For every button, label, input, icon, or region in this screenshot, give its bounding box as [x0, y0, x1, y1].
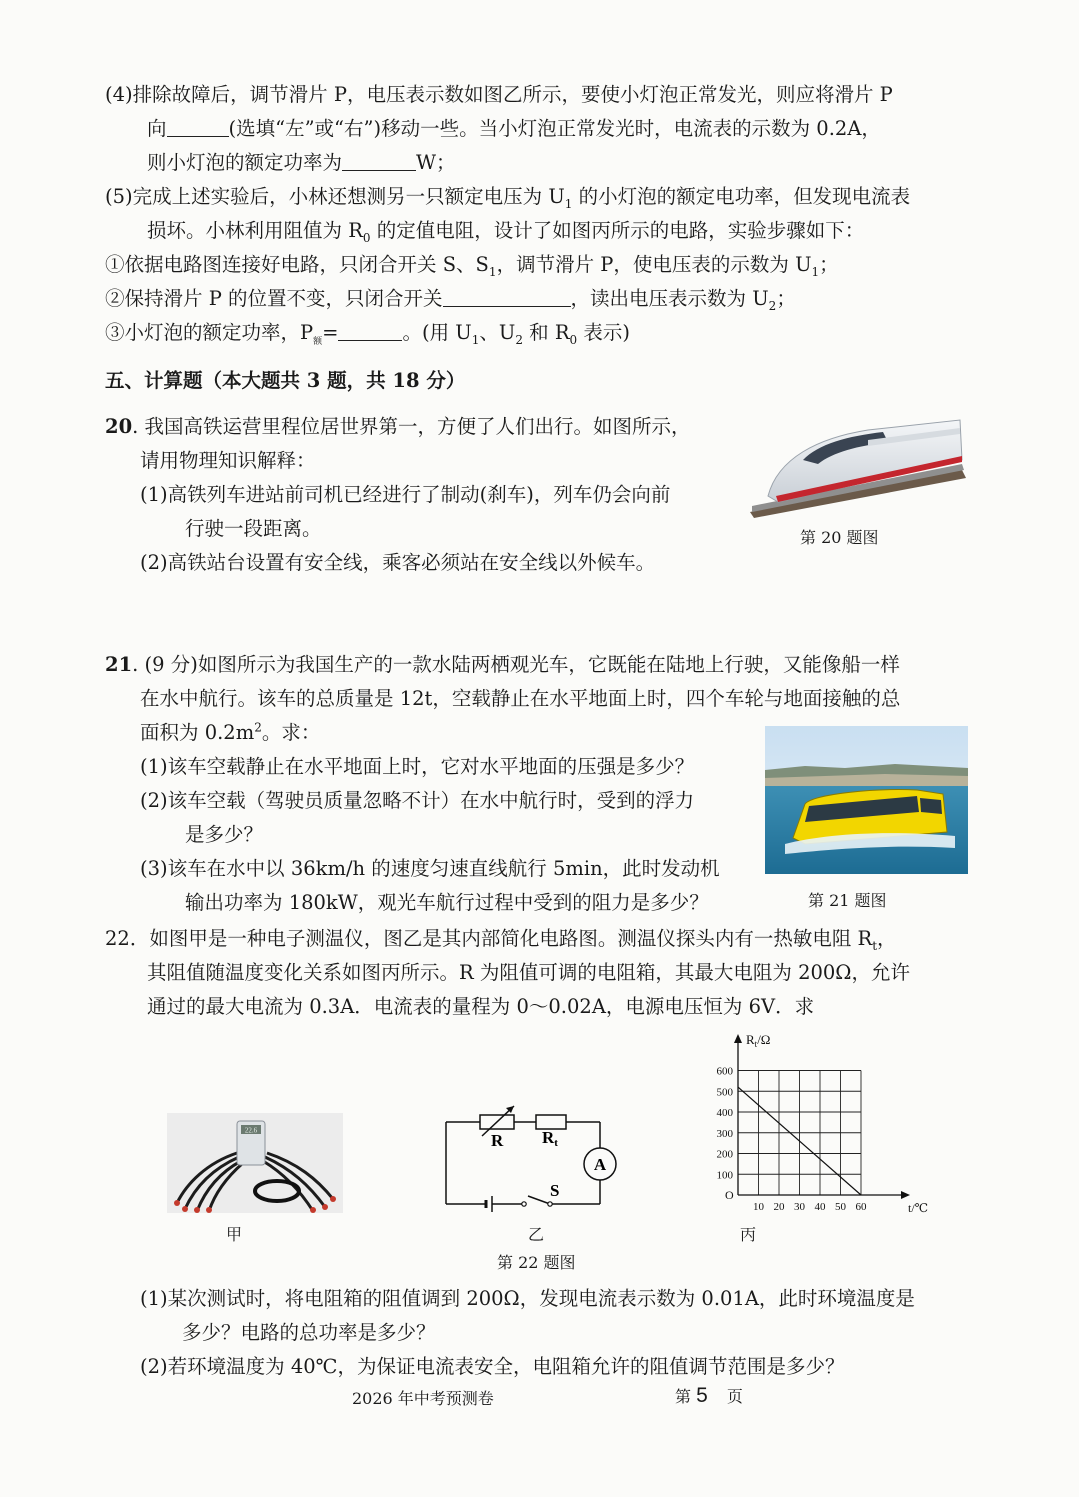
footer-page-number — [675, 1384, 743, 1408]
q20-text: . 我国高铁运营里程位居世界第一，方便了人们出行。如图所示， — [132, 415, 691, 438]
y-axis-label — [746, 1032, 770, 1049]
subscript: 2 — [768, 298, 777, 313]
x-tick-label: 10 — [753, 1201, 764, 1213]
subscript: 2 — [515, 332, 523, 347]
q19-step3 — [105, 320, 630, 346]
step3-text-a: ③小灯泡的额定功率，P — [105, 321, 314, 344]
thermometer-device-image — [167, 1113, 343, 1213]
y-axis-label-sub: t — [754, 1039, 758, 1049]
answer-blank[interactable] — [338, 320, 402, 341]
q19-part4-text-c: 则小灯泡的额定功率为 — [147, 151, 343, 174]
x-tick-label: 30 — [794, 1201, 805, 1213]
q21-line3 — [140, 720, 320, 746]
question-number: 21 — [105, 653, 133, 676]
q20-line4: 行驶一段距离。 — [185, 517, 322, 540]
figure-caption-20: 第 20 题图 — [800, 528, 879, 547]
label-ammeter: A — [593, 1155, 607, 1174]
q19-part4-line2 — [147, 116, 881, 142]
y-tick-label: 200 — [716, 1148, 733, 1161]
subscript: t — [872, 938, 878, 953]
figure-label-jia: 甲 — [226, 1225, 243, 1244]
q20-line1 — [105, 414, 691, 440]
q19-part4-line1: (4)排除故障后，调节滑片 P，电压表示数如图乙所示，要使小灯泡正常发光，则应将滑片 P — [105, 83, 893, 106]
x-tick-label: 40 — [814, 1201, 826, 1213]
q21-text-a: 面积为 0.2m — [140, 721, 255, 744]
q21-line1 — [105, 652, 900, 678]
figure-label-yi: 乙 — [528, 1225, 545, 1244]
label-rt-sub: t — [554, 1137, 558, 1149]
footer-exam-title: 2026 年中考预测卷 — [352, 1389, 494, 1408]
q22-part1-line1: (1)某次测试时，将电阻箱的阻值调到 200Ω，发现电流表示数为 0.01A，此时环境温度是 — [140, 1287, 915, 1310]
x-tick-label: 50 — [835, 1201, 846, 1213]
step3-text-c: 。(用 U — [402, 321, 472, 344]
subscript: 额 — [313, 336, 323, 347]
subscript: 1 — [811, 264, 820, 279]
step1-text-c: ； — [819, 253, 839, 276]
subscript: 1 — [471, 332, 480, 347]
q22-line2: 其阻值随温度变化关系如图丙所示。R 为阻值可调的电阻箱，其最大电阻为 200Ω，允许 — [147, 961, 910, 984]
label-rt — [542, 1128, 558, 1149]
page-prefix: 第 — [675, 1387, 692, 1406]
q19-part4-text-a: 向 — [147, 117, 167, 140]
q19-part4-text-b: (选填“左”或“右”)移动一些。当小灯泡正常发光时，电流表的示数为 0.2A， — [228, 117, 881, 140]
q21-line7: (3)该车在水中以 36km/h 的速度匀速直线航行 5min，此时发动机 — [140, 857, 720, 880]
y-tick-label: 600 — [716, 1065, 733, 1078]
step3-text-d: 、U — [479, 321, 516, 344]
answer-blank[interactable] — [443, 286, 571, 307]
answer-blank[interactable] — [342, 150, 416, 171]
origin-label: O — [725, 1188, 734, 1202]
circuit-diagram — [440, 1100, 625, 1215]
x-tick-label: 60 — [855, 1201, 867, 1213]
q21-text-b: 。求： — [261, 721, 321, 744]
y-axis-label-main: R — [746, 1032, 755, 1047]
q19-step2 — [105, 286, 796, 312]
rt-temperature-chart — [700, 1030, 940, 1220]
switch-s — [528, 1196, 550, 1204]
x-axis-arrow — [901, 1191, 910, 1199]
step3-text-b: = — [322, 321, 339, 344]
q22-part2: (2)若环境温度为 40℃，为保证电流表安全，电阻箱允许的阻值调节范围是多少？ — [140, 1355, 845, 1378]
y-axis-arrow — [734, 1034, 742, 1043]
train-image — [748, 408, 968, 518]
q20-line2: 请用物理知识解释： — [140, 449, 316, 472]
y-tick-label: 100 — [716, 1169, 733, 1182]
q22-line3: 通过的最大电流为 0.3A．电流表的量程为 0～0.02A，电源电压恒为 6V．求 — [147, 995, 815, 1018]
page-number: 5 — [696, 1384, 708, 1407]
q20-line3: (1)高铁列车进站前司机已经进行了制动(刹车)，列车仍会向前 — [140, 483, 671, 506]
question-number: 20 — [105, 415, 133, 438]
q19-step1 — [105, 252, 839, 278]
q19-part5-text-a: (5)完成上述实验后，小林还想测另一只额定电压为 U — [105, 185, 565, 208]
q19-part5-text-c: 损坏。小林利用阻值为 R — [147, 219, 363, 242]
q21-line8: 输出功率为 180kW，观光车航行过程中受到的阻力是多少？ — [185, 891, 709, 914]
step3-text-f: 表示) — [577, 321, 630, 344]
amphibious-bus-image — [765, 726, 968, 874]
q19-part4-text-d: W； — [416, 151, 456, 174]
q21-line5: (2)该车空载（驾驶员质量忽略不计）在水中航行时，受到的浮力 — [140, 789, 695, 812]
q22-part1-line2: 多少？电路的总功率是多少？ — [182, 1321, 436, 1344]
subscript: 1 — [564, 196, 573, 211]
subscript: 1 — [488, 264, 497, 279]
q22-line1 — [105, 926, 897, 952]
step3-text-e: 和 R — [522, 321, 570, 344]
step1-text-b: ，调节滑片 P，使电压表的示数为 U — [496, 253, 812, 276]
figure-caption-21: 第 21 题图 — [808, 891, 887, 910]
q19-part5-line2 — [147, 218, 864, 244]
y-tick-label: 400 — [716, 1107, 733, 1119]
section-title: 五、计算题（本大题共 3 题，共 18 分） — [105, 369, 466, 392]
superscript: 2 — [254, 720, 262, 735]
subscript: 0 — [362, 230, 371, 245]
answer-blank[interactable] — [167, 116, 229, 137]
label-switch: S — [550, 1181, 560, 1200]
figure-label-bing: 丙 — [740, 1225, 757, 1244]
y-tick-label: 500 — [716, 1086, 733, 1099]
q21-text: . (9 分)如图所示为我国生产的一款水陆两栖观光车，它既能在陆地上行驶，又能像船一样 — [132, 653, 900, 676]
q22-text-a: 22．如图甲是一种电子测温仪，图乙是其内部简化电路图。测温仪探头内有一热敏电阻 R — [105, 927, 873, 950]
figure-caption-22: 第 22 题图 — [497, 1253, 576, 1272]
step2-text-b: ，读出电压表示数为 U — [570, 287, 769, 310]
q19-part5-line1 — [105, 184, 910, 210]
label-rt-main: R — [542, 1128, 555, 1147]
y-axis-label-unit: /Ω — [757, 1032, 771, 1047]
step2-text-a: ②保持滑片 P 的位置不变，只闭合开关 — [105, 287, 443, 310]
thermistor-rt — [536, 1115, 566, 1129]
page-suffix: 页 — [726, 1387, 743, 1406]
q19-part5-text-b: 的小灯泡的额定电功率，但发现电流表 — [572, 185, 911, 208]
y-tick-label: 300 — [716, 1127, 733, 1140]
chart-axes — [738, 1040, 904, 1195]
q21-line4: (1)该车空载静止在水平地面上时，它对水平地面的压强是多少？ — [140, 755, 695, 778]
q21-line2: 在水中航行。该车的总质量是 12t，空载静止在水平地面上时，四个车轮与地面接触的总 — [140, 687, 901, 710]
q19-part4-line3 — [147, 150, 456, 176]
subscript: 0 — [569, 332, 578, 347]
q20-line5: (2)高铁站台设置有安全线，乘客必须站在安全线以外候车。 — [140, 551, 656, 574]
q19-part5-text-d: 的定值电阻，设计了如图丙所示的电路，实验步骤如下： — [370, 219, 865, 242]
x-axis-label: t/℃ — [908, 1201, 929, 1215]
q22-text-b: ， — [877, 927, 897, 950]
label-r: R — [491, 1131, 504, 1150]
x-tick-label: 20 — [773, 1201, 785, 1213]
chart-grid — [738, 1071, 861, 1196]
q21-line6: 是多少？ — [185, 823, 264, 846]
device-display-value: 22.6 — [244, 1126, 258, 1135]
step1-text-a: ①依据电路图连接好电路，只闭合开关 S、S — [105, 253, 489, 276]
step2-text-c: ； — [776, 287, 796, 310]
